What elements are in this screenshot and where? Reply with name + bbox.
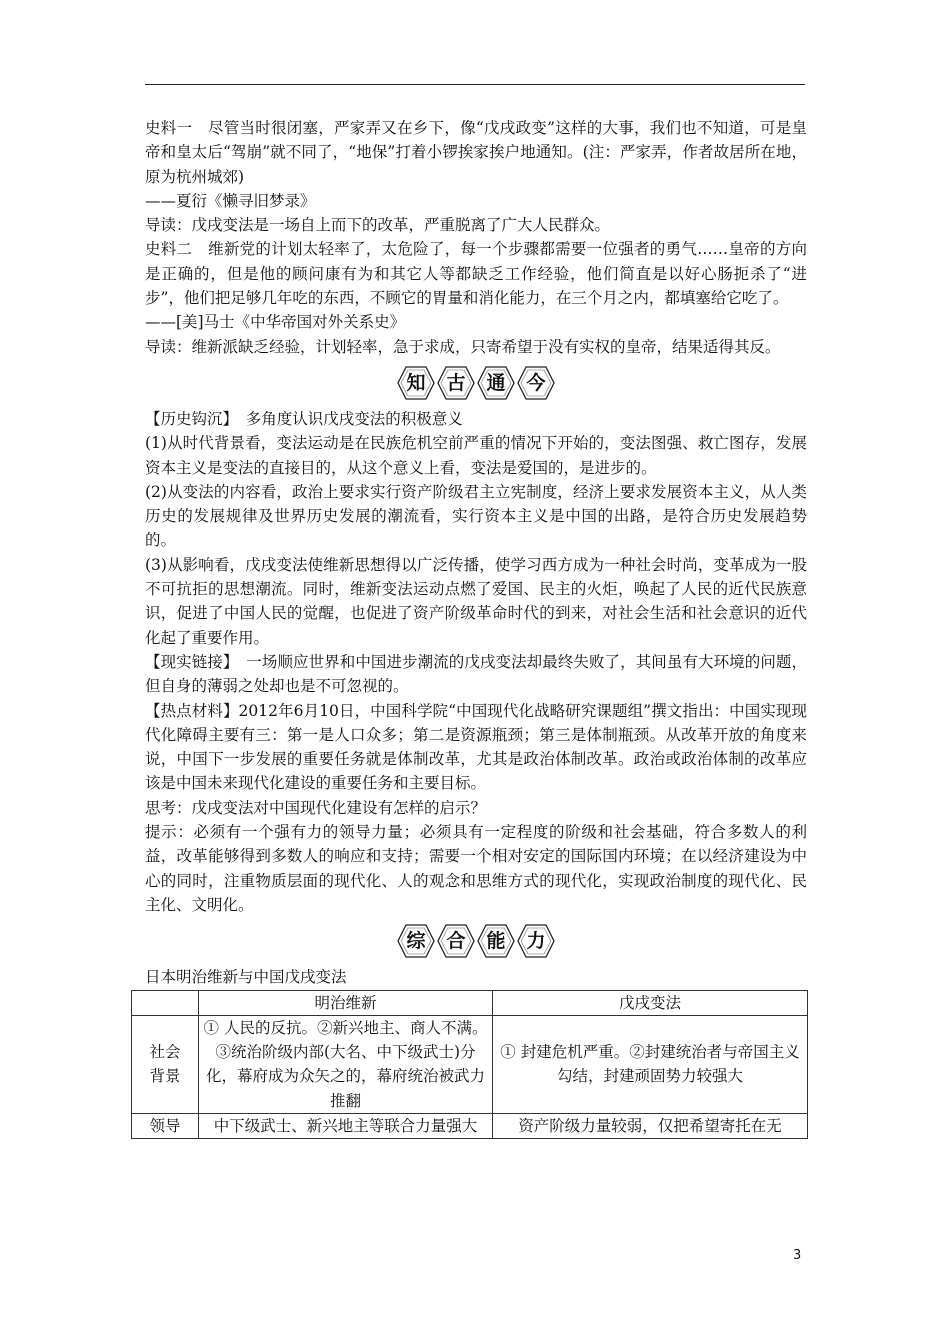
history-point-1: (1)从时代背景看，变法运动是在民族危机空前严重的情况下开始的，变法图强、救亡图存，发展资本主义是变法的直接目的，从这个意义上看，变法是爱国的，是进步的。 [145,434,807,477]
banner-char: 力 [517,924,555,958]
hot-material: 【热点材料】2012年6月10日，中国科学院“中国现代化战略研究课题组”撰文指出：中国实现现代化障碍主要有三：第一是人口众多；第二是资源瓶颈；第三是体制瓶颈。从改革开放的角度来说，中国下一步发展的重要任务就是体制改革，尤其是政治体制改革。政治或政治体制的改革应该是中国未来现代化建设的重要任务和主要目标。 [145,701,807,793]
table-cell: 中下级武士、新兴地主等联合力量强大 [199,1113,493,1138]
banner-char: 综 [397,924,435,958]
source1-text: 史料一 尽管当时很闭塞，严家弄又在乡下，像“戊戌政变”这样的大事，我们也不知道，可是皇帝和皇太后“驾崩”就不同了，“地保”打着小锣挨家挨户地通知。(注：严家弄，作者故居所在地，原为杭州城郊) [145,119,807,186]
page-number: 3 [793,1248,802,1263]
banner-char: 能 [477,924,515,958]
table-cell: 资产阶级力量较弱，仅把希望寄托在无 [493,1113,808,1138]
header-rule [145,84,805,85]
history-point-3: (3)从影响看，戊戌变法使维新思想得以广泛传播，使学习西方成为一种社会时尚，变革成为一股不可抗拒的思想潮流。同时，维新变法运动点燃了爱国、民主的火炬，唤起了人民的近代民族意识，促进了中国人民的觉醒，也促进了资产阶级革命时代的到来，对社会生活和社会意识的近代化起了重要作用。 [145,555,807,647]
page-content [145,116,807,1139]
section-banner-zongheneng [145,917,807,965]
comparison-table [131,990,808,1140]
banner-char: 今 [517,366,555,400]
banner-char: 通 [477,366,515,400]
table-caption: 日本明治维新与中国戊戌变法 [145,968,347,987]
row-label: 领导 [132,1113,199,1138]
table-header-cell [132,990,199,1015]
history-point-2: (2)从变法的内容看，政治上要求实行资产阶级君主立宪制度，经济上要求发展资本主义，从人类历史的发展规律及世界历史发展的潮流看，实行资本主义是中国的出路，是符合历史发展趋势的。 [145,482,807,550]
table-header-cell: 明治维新 [199,990,493,1015]
reality-link: 【现实链接】 一场顺应世界和中国进步潮流的戊戌变法却最终失败了，其间虽有大环境的问题，但自身的薄弱之处却也是不可忽视的。 [145,652,807,696]
source1-citation: ——夏衍《懒寻旧梦录》 [145,191,316,210]
table-header-cell: 戊戌变法 [493,990,808,1015]
source1-guide: 导读：戊戌变法是一场自上而下的改革，严重脱离了广大人民群众。 [145,216,611,235]
section-banner-zhigutongjin [145,359,807,407]
source2-text: 史料二 维新党的计划太轻率了，太危险了，每一个步骤都需要一位强者的勇气……皇帝的方向是正确的，但是他的顾问康有为和其它人等都缺乏工作经验，他们简直是以好心肠扼杀了“进步”，他们把足够几年吃的东西，不顾它的胃量和消化能力，在三个月之内，都填塞给它吃了。 [145,240,807,308]
table-header-row [132,990,808,1015]
source2-citation: ——[美]马士《中华帝国对外关系史》 [145,313,406,332]
history-heading: 【历史钩沉】 多角度认识戊戌变法的积极意义 [145,409,463,428]
think-question: 思考：戊戌变法对中国现代化建设有怎样的启示？ [145,798,487,817]
table-row [132,1015,808,1113]
banner-char: 合 [437,924,475,958]
table-cell: ① 人民的反抗。②新兴地主、商人不满。③统治阶级内部(大名、中下级武士)分化，幕府成为众矢之的，幕府统治被武力推翻 [199,1015,493,1113]
banner-char: 古 [437,366,475,400]
source2-guide: 导读：维新派缺乏经验，计划轻率，急于求成，只寄希望于没有实权的皇帝，结果适得其反。 [145,337,781,356]
banner-char: 知 [397,366,435,400]
hint-answer: 提示：必须有一个强有力的领导力量；必须具有一定程度的阶级和社会基础，符合多数人的利益，改革能够得到多数人的响应和支持；需要一个相对安定的国际国内环境；在以经济建设为中心的同时，注重物质层面的现代化、人的观念和思维方式的现代化，实现政治制度的现代化、民主化、文明化。 [145,823,807,914]
table-row [132,1113,808,1138]
table-cell: ① 封建危机严重。②封建统治者与帝国主义勾结，封建顽固势力较强大 [493,1015,808,1113]
row-label: 社会背景 [132,1015,199,1113]
